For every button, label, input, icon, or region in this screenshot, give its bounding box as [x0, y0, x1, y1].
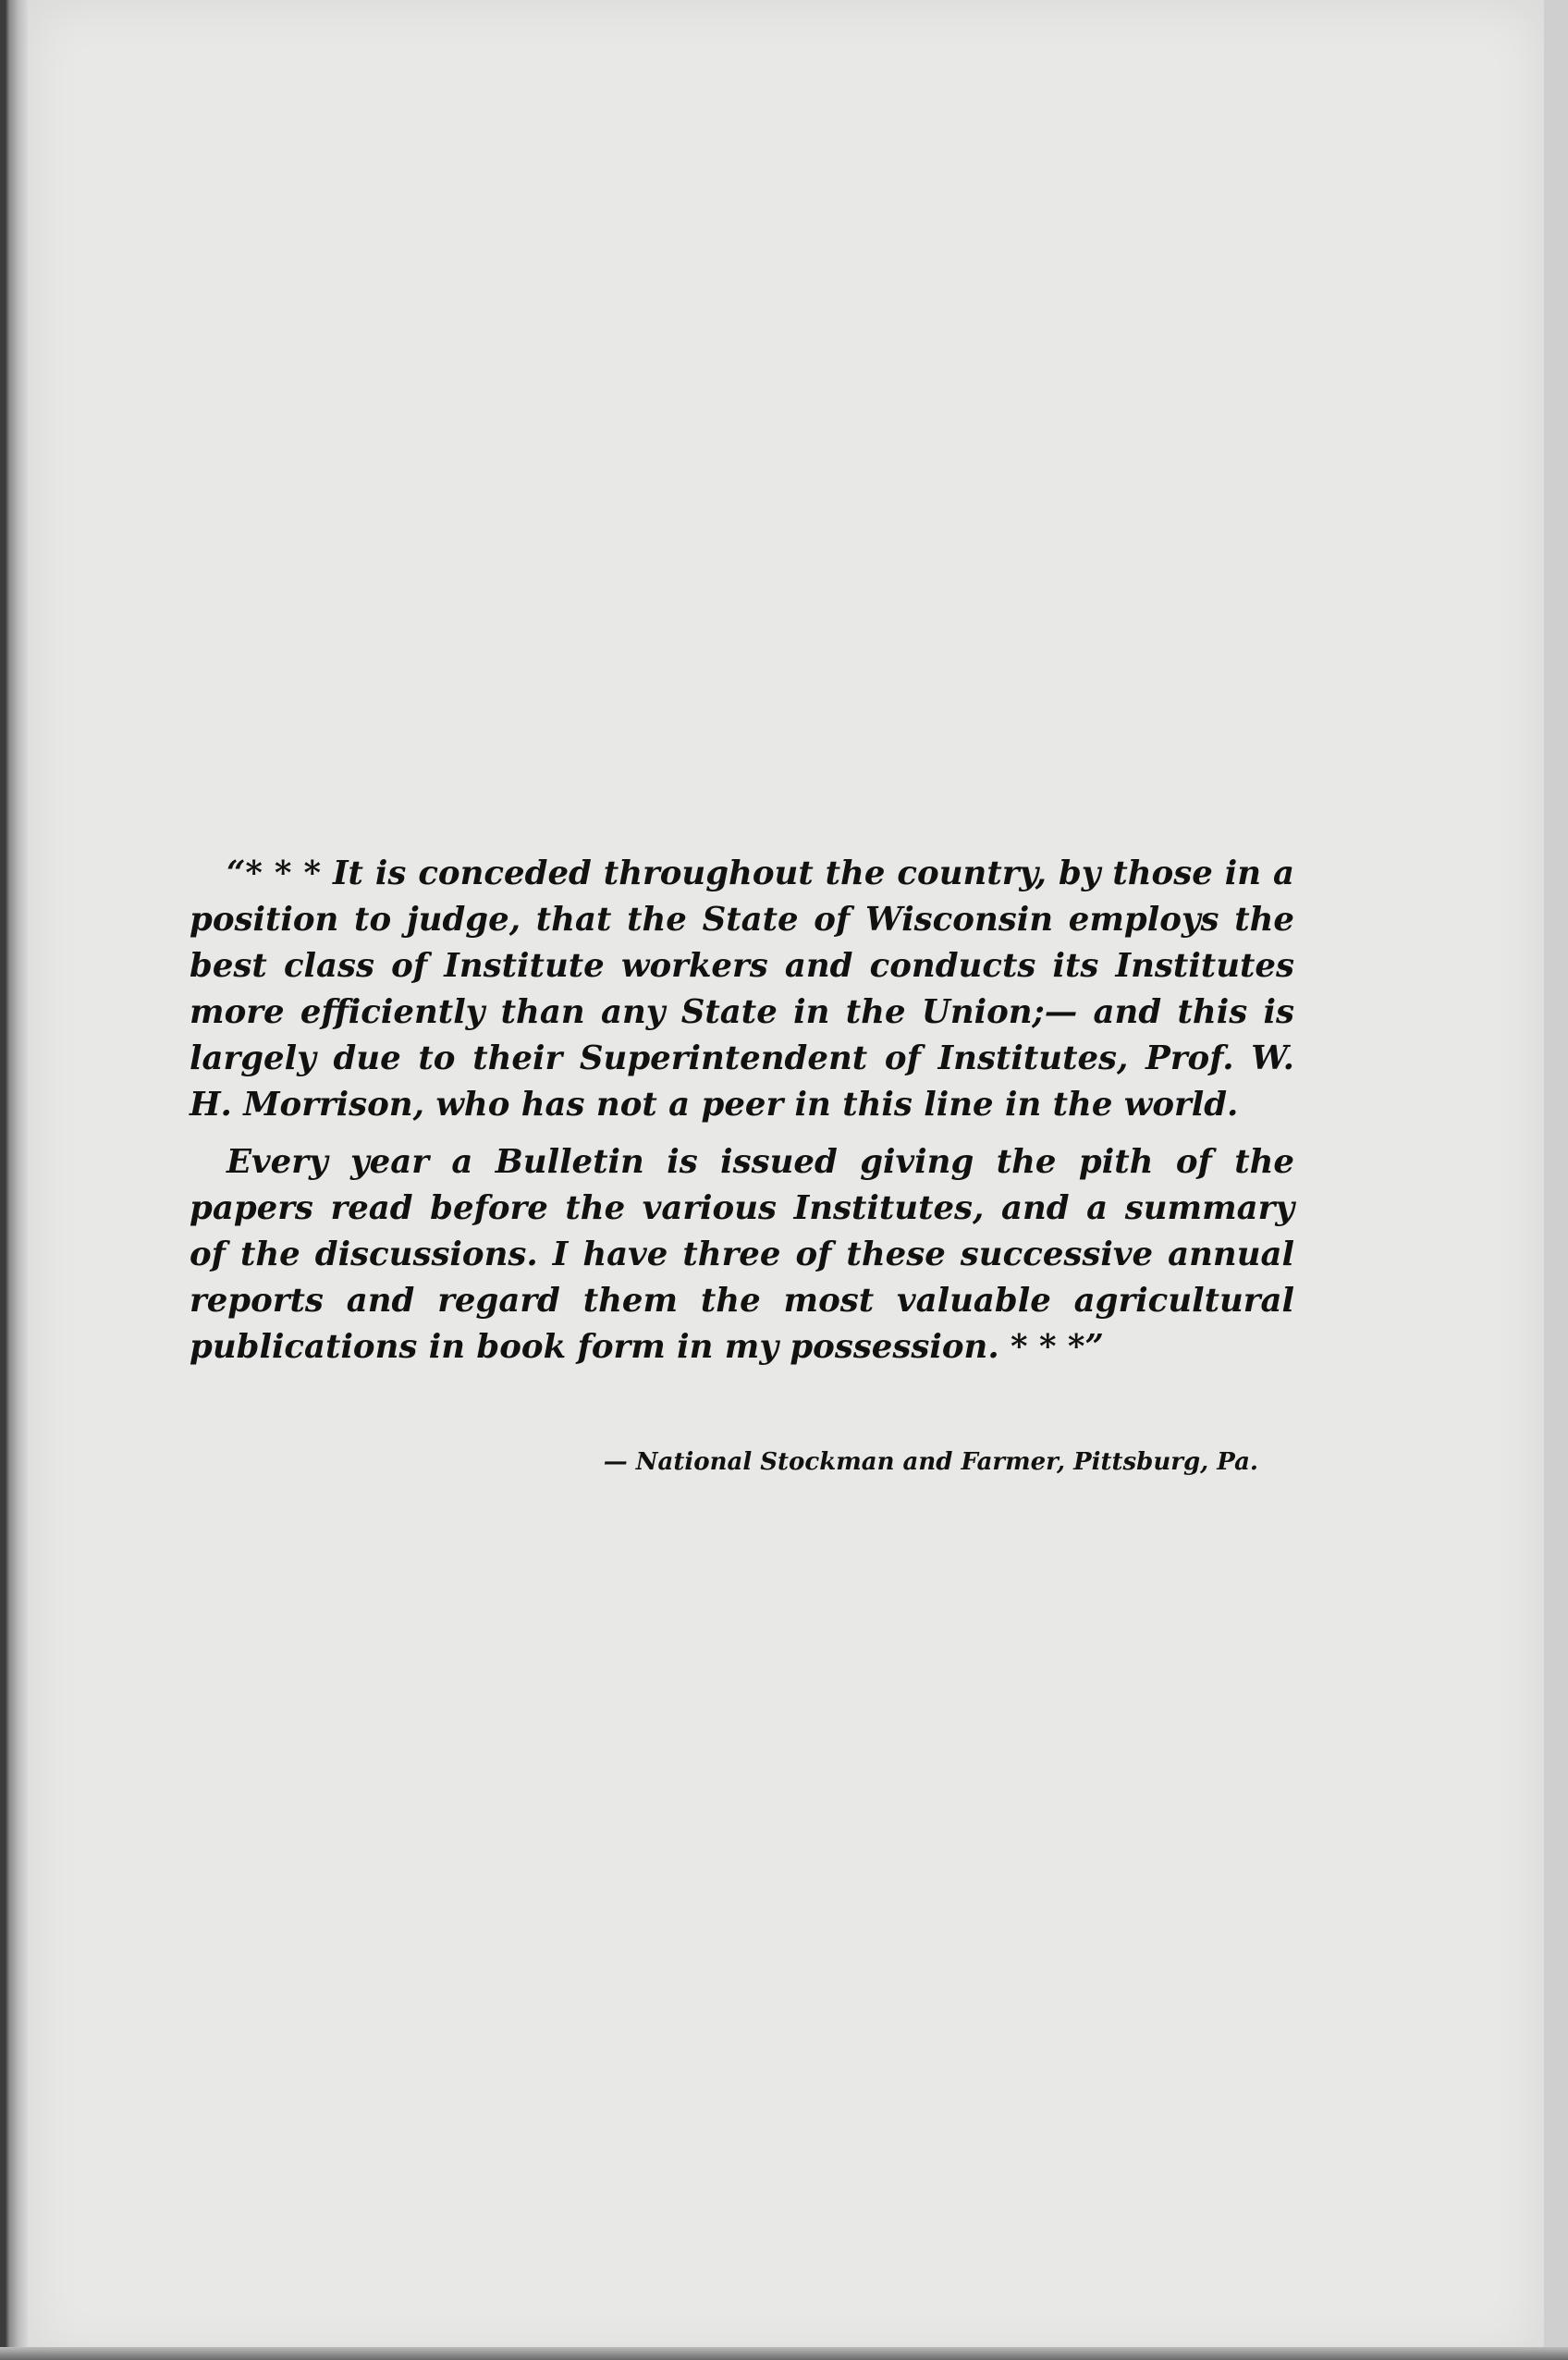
quote-paragraph-1: “* * * It is conceded throughout the country, by those in a position to judge, that the State of Wisconsin employs the best class of Institute workers and conducts its Institutes more efficiently than any State in the Union;— and this is largely due to their Superintendent of Institutes, Prof. W. H. Morrison, who has not a peer in this line in the world.: [190, 854, 1294, 1124]
page-left-edge: [0, 0, 28, 2360]
page-bottom-edge: [0, 2347, 1568, 2360]
quote-paragraph-2: Every year a Bulletin is issued giving the pith of the papers read before the various Institutes, and a summary of the discussions. I have three of these successive annual reports and regard them the most valuable agricultural publications in book form in my possession. * * *”: [190, 1143, 1294, 1366]
attribution: — National Stockman and Farmer, Pittsburg, Pa.: [603, 1448, 1258, 1476]
quote-block: [190, 851, 1294, 1371]
